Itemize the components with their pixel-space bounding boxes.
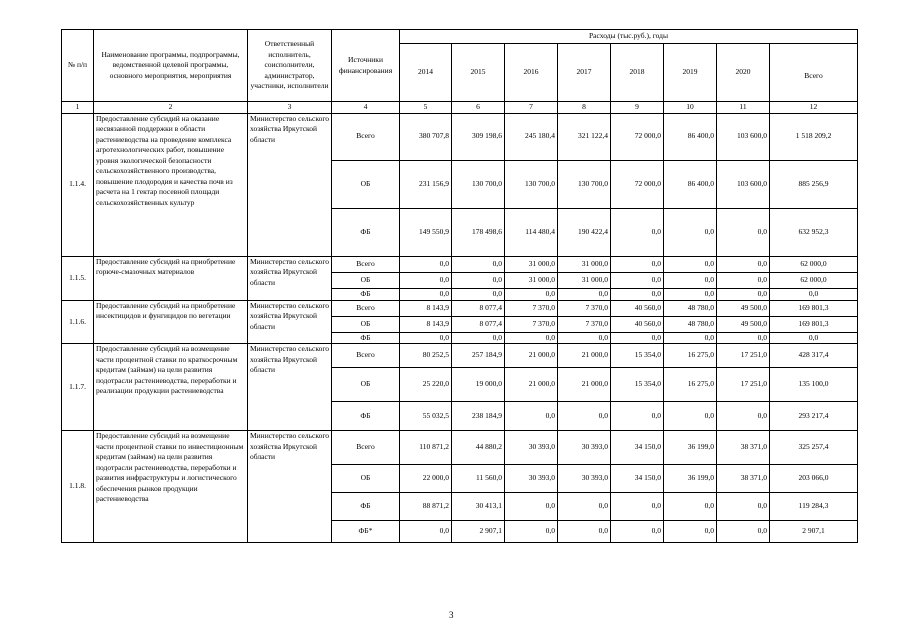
column-number: 8	[558, 102, 611, 114]
year-value: 0,0	[505, 332, 558, 344]
year-value: 16 275,0	[664, 344, 717, 368]
year-value: 16 275,0	[664, 368, 717, 402]
funding-source: ФБ*	[332, 521, 400, 543]
year-value: 36 199,0	[664, 431, 717, 465]
year-value: 0,0	[664, 208, 717, 256]
header-year: 2020	[717, 44, 770, 102]
year-value: 40 560,0	[611, 316, 664, 332]
column-number: 9	[611, 102, 664, 114]
column-number: 7	[505, 102, 558, 114]
column-number: 2	[94, 102, 248, 114]
year-value: 88 871,2	[400, 493, 452, 521]
year-value: 257 184,9	[452, 344, 505, 368]
page-number: 3	[449, 610, 454, 620]
year-value: 49 500,0	[717, 316, 770, 332]
column-number: 11	[717, 102, 770, 114]
year-value: 0,0	[611, 256, 664, 272]
row-number: 1.1.8.	[62, 431, 94, 543]
year-value: 80 252,5	[400, 344, 452, 368]
header-year: 2017	[558, 44, 611, 102]
year-value: 130 700,0	[452, 160, 505, 208]
year-value: 309 198,6	[452, 113, 505, 160]
year-value: 114 480,4	[505, 208, 558, 256]
year-value: 48 780,0	[664, 300, 717, 316]
funding-source: ОБ	[332, 160, 400, 208]
executor: Министерство сельского хозяйства Иркутской области	[248, 300, 332, 344]
year-value: 8 077,4	[452, 316, 505, 332]
year-value: 190 422,4	[558, 208, 611, 256]
table-body	[62, 113, 858, 543]
year-value: 0,0	[664, 332, 717, 344]
total-value: 0,0	[770, 288, 858, 300]
year-value: 0,0	[717, 402, 770, 431]
year-value: 0,0	[664, 288, 717, 300]
year-value: 0,0	[452, 288, 505, 300]
year-value: 178 498,6	[452, 208, 505, 256]
year-value: 86 400,0	[664, 113, 717, 160]
year-value: 0,0	[558, 288, 611, 300]
funding-source: Всего	[332, 256, 400, 272]
year-value: 321 122,4	[558, 113, 611, 160]
year-value: 7 370,0	[505, 316, 558, 332]
header-name: Наименование программы, подпрограммы, ведомственной целевой программы, основного мероприятия, мероприятия	[94, 30, 248, 102]
year-value: 149 550,9	[400, 208, 452, 256]
year-value: 0,0	[717, 256, 770, 272]
year-value: 0,0	[400, 332, 452, 344]
year-value: 38 371,0	[717, 431, 770, 465]
year-value: 103 600,0	[717, 160, 770, 208]
total-value: 293 217,4	[770, 402, 858, 431]
table-row	[62, 344, 858, 368]
header-sources: Источники финансирования	[332, 30, 400, 102]
year-value: 25 220,0	[400, 368, 452, 402]
year-value: 44 880,2	[452, 431, 505, 465]
total-value: 203 066,0	[770, 465, 858, 493]
column-number: 4	[332, 102, 400, 114]
funding-source: Всего	[332, 344, 400, 368]
year-value: 0,0	[611, 332, 664, 344]
year-value: 130 700,0	[558, 160, 611, 208]
column-number: 1	[62, 102, 94, 114]
year-value: 103 600,0	[717, 113, 770, 160]
year-value: 0,0	[717, 208, 770, 256]
year-value: 0,0	[558, 402, 611, 431]
column-number: 6	[452, 102, 505, 114]
year-value: 0,0	[664, 256, 717, 272]
year-value: 110 871,2	[400, 431, 452, 465]
year-value: 380 707,8	[400, 113, 452, 160]
year-value: 21 000,0	[505, 344, 558, 368]
year-value: 231 156,9	[400, 160, 452, 208]
year-value: 31 000,0	[505, 256, 558, 272]
year-value: 15 354,0	[611, 368, 664, 402]
year-value: 49 500,0	[717, 300, 770, 316]
program-name: Предоставление субсидий на возмещение части процентной ставки по краткосрочным кредитам (займам) на цели развития подотрасли растениеводства, переработки и реализации продукции растениеводства	[94, 344, 248, 431]
year-value: 21 000,0	[558, 368, 611, 402]
funding-source: ОБ	[332, 465, 400, 493]
total-value: 62 000,0	[770, 256, 858, 272]
year-value: 2 907,1	[452, 521, 505, 543]
year-value: 31 000,0	[505, 272, 558, 288]
year-value: 8 143,9	[400, 300, 452, 316]
total-value: 62 000,0	[770, 272, 858, 288]
year-value: 21 000,0	[505, 368, 558, 402]
year-value: 0,0	[400, 272, 452, 288]
funding-source: Всего	[332, 431, 400, 465]
year-value: 0,0	[717, 332, 770, 344]
funding-source: ФБ	[332, 402, 400, 431]
total-value: 169 801,3	[770, 316, 858, 332]
funding-source: Всего	[332, 113, 400, 160]
year-value: 30 393,0	[505, 465, 558, 493]
row-number: 1.1.7.	[62, 344, 94, 431]
year-value: 0,0	[717, 272, 770, 288]
executor: Министерство сельского хозяйства Иркутской области	[248, 113, 332, 256]
year-value: 0,0	[400, 256, 452, 272]
executor: Министерство сельского хозяйства Иркутской области	[248, 256, 332, 300]
year-value: 0,0	[664, 272, 717, 288]
header-year: 2016	[505, 44, 558, 102]
year-value: 21 000,0	[558, 344, 611, 368]
year-value: 0,0	[505, 402, 558, 431]
year-value: 40 560,0	[611, 300, 664, 316]
year-value: 30 413,1	[452, 493, 505, 521]
header-expenses: Расходы (тыс.руб.), годы	[400, 30, 858, 44]
table-row	[62, 300, 858, 316]
table-row	[62, 431, 858, 465]
funding-source: ОБ	[332, 368, 400, 402]
year-value: 0,0	[611, 272, 664, 288]
funding-source: Всего	[332, 300, 400, 316]
year-value: 72 000,0	[611, 160, 664, 208]
funding-source: ФБ	[332, 493, 400, 521]
funding-source: ФБ	[332, 332, 400, 344]
year-value: 0,0	[611, 288, 664, 300]
year-value: 30 393,0	[505, 431, 558, 465]
row-number: 1.1.5.	[62, 256, 94, 300]
year-value: 7 370,0	[558, 300, 611, 316]
total-value: 428 317,4	[770, 344, 858, 368]
year-value: 31 000,0	[558, 272, 611, 288]
year-value: 17 251,0	[717, 344, 770, 368]
header-year: 2014	[400, 44, 452, 102]
total-value: 632 952,3	[770, 208, 858, 256]
year-value: 0,0	[611, 402, 664, 431]
year-value: 0,0	[611, 493, 664, 521]
year-value: 31 000,0	[558, 256, 611, 272]
year-value: 7 370,0	[505, 300, 558, 316]
total-value: 325 257,4	[770, 431, 858, 465]
year-value: 0,0	[664, 493, 717, 521]
table-row	[62, 256, 858, 272]
row-number: 1.1.6.	[62, 300, 94, 344]
program-name: Предоставление субсидий на оказание несвязанной поддержки в области растениеводства на проведение комплекса агротехнологических работ, повышение уровня экологической безопасности сельскохозяйственного производства, повышение плодородия и качества почв из расчета на 1 гектар посевной площади сельскохозяйственных культур	[94, 113, 248, 256]
total-value: 0,0	[770, 332, 858, 344]
year-value: 0,0	[717, 493, 770, 521]
year-value: 34 150,0	[611, 465, 664, 493]
year-value: 30 393,0	[558, 465, 611, 493]
column-number: 5	[400, 102, 452, 114]
year-value: 0,0	[717, 288, 770, 300]
year-value: 72 000,0	[611, 113, 664, 160]
year-value: 0,0	[400, 288, 452, 300]
funding-source: ФБ	[332, 208, 400, 256]
year-value: 245 180,4	[505, 113, 558, 160]
total-value: 169 801,3	[770, 300, 858, 316]
total-value: 885 256,9	[770, 160, 858, 208]
year-value: 0,0	[558, 332, 611, 344]
table-row	[62, 113, 858, 160]
year-value: 0,0	[452, 256, 505, 272]
year-value: 130 700,0	[505, 160, 558, 208]
year-value: 0,0	[505, 521, 558, 543]
year-value: 0,0	[452, 272, 505, 288]
year-value: 0,0	[664, 521, 717, 543]
program-name: Предоставление субсидий на приобретение инсектицидов и фунгицидов по вегетации	[94, 300, 248, 344]
header-year: 2019	[664, 44, 717, 102]
year-value: 0,0	[558, 521, 611, 543]
year-value: 30 393,0	[558, 431, 611, 465]
year-value: 0,0	[452, 332, 505, 344]
year-value: 48 780,0	[664, 316, 717, 332]
column-number: 12	[770, 102, 858, 114]
executor: Министерство сельского хозяйства Иркутской области	[248, 431, 332, 543]
header-executor: Ответственный исполнитель, соисполнители, администратор, участники, исполнители	[248, 30, 332, 102]
year-value: 8 143,9	[400, 316, 452, 332]
total-value: 1 518 209,2	[770, 113, 858, 160]
row-number: 1.1.4.	[62, 113, 94, 256]
year-value: 7 370,0	[558, 316, 611, 332]
funding-source: ОБ	[332, 272, 400, 288]
column-number: 3	[248, 102, 332, 114]
year-value: 0,0	[611, 208, 664, 256]
year-value: 86 400,0	[664, 160, 717, 208]
header-year: 2015	[452, 44, 505, 102]
year-value: 0,0	[611, 521, 664, 543]
year-value: 0,0	[400, 521, 452, 543]
year-value: 0,0	[664, 402, 717, 431]
year-value: 19 000,0	[452, 368, 505, 402]
year-value: 22 000,0	[400, 465, 452, 493]
year-value: 17 251,0	[717, 368, 770, 402]
year-value: 0,0	[505, 493, 558, 521]
program-name: Предоставление субсидий на возмещение части процентной ставки по инвестиционным кредитам (займам) на цели развития подотрасли растениеводства, переработки и развития инфраструктуры и логистического обеспечения рынков продукции растениеводства	[94, 431, 248, 543]
budget-table	[61, 29, 858, 543]
header-total: Всего	[770, 44, 858, 102]
year-value: 0,0	[717, 521, 770, 543]
program-name: Предоставление субсидий на приобретение горюче-смазочных материалов	[94, 256, 248, 300]
year-value: 55 032,5	[400, 402, 452, 431]
year-value: 238 184,9	[452, 402, 505, 431]
funding-source: ОБ	[332, 316, 400, 332]
column-numbers-row	[62, 102, 858, 114]
year-value: 0,0	[558, 493, 611, 521]
column-number: 10	[664, 102, 717, 114]
year-value: 8 077,4	[452, 300, 505, 316]
year-value: 11 560,0	[452, 465, 505, 493]
funding-source: ФБ	[332, 288, 400, 300]
total-value: 119 284,3	[770, 493, 858, 521]
total-value: 2 907,1	[770, 521, 858, 543]
header-num: № п/п	[62, 30, 94, 102]
header-year: 2018	[611, 44, 664, 102]
year-value: 0,0	[505, 288, 558, 300]
executor: Министерство сельского хозяйства Иркутской области	[248, 344, 332, 431]
year-value: 38 371,0	[717, 465, 770, 493]
year-value: 36 199,0	[664, 465, 717, 493]
total-value: 135 100,0	[770, 368, 858, 402]
year-value: 34 150,0	[611, 431, 664, 465]
year-value: 15 354,0	[611, 344, 664, 368]
